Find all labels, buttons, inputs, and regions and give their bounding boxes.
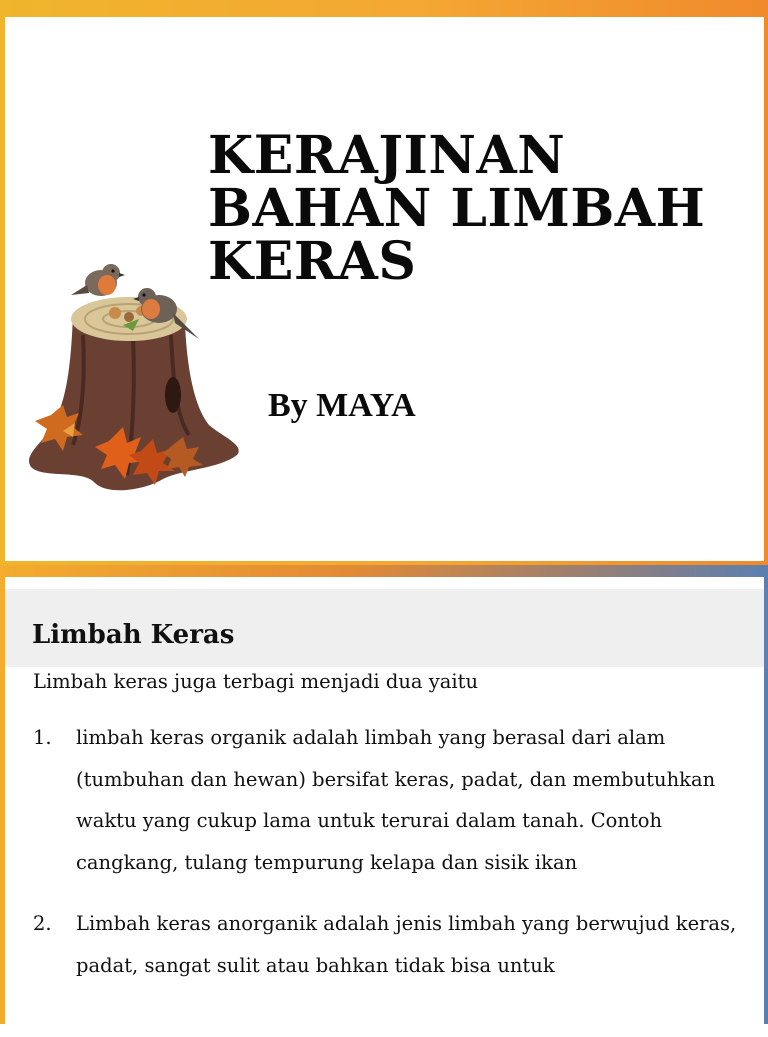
intro-text: Limbah keras juga terbagi menjadi dua yaitu	[33, 670, 479, 693]
numbered-list	[33, 717, 753, 1006]
content-slide	[0, 565, 768, 1024]
slide-title	[208, 125, 768, 292]
list-text: Limbah keras anorganik adalah jenis limbah yang berwujud keras, padat, sangat sulit atau bahkan tidak bisa untuk	[76, 912, 737, 977]
list-item	[33, 717, 753, 883]
list-item	[33, 903, 753, 986]
list-number: 1.	[33, 726, 52, 749]
list-text: limbah keras organik adalah limbah yang berasal dari alam (tumbuhan dan hewan) bersifat keras, padat, dan membutuhkan waktu yang cukup lama untuk terurai dalam tanah. Contoh cangkang, tulang tempurung kelapa dan sisik ikan	[76, 726, 716, 874]
list-number: 2.	[33, 912, 52, 935]
title-slide-content	[5, 17, 764, 561]
title-line-2: BAHAN LIMBAH	[208, 178, 706, 239]
author-credit: By MAYA	[268, 387, 416, 424]
title-line-1: KERAJINAN	[208, 125, 566, 186]
section-heading: Limbah Keras	[32, 620, 235, 650]
title-line-3: KERAS	[208, 231, 417, 292]
content-slide-body	[5, 577, 764, 1037]
tree-stump-illustration	[23, 255, 245, 497]
